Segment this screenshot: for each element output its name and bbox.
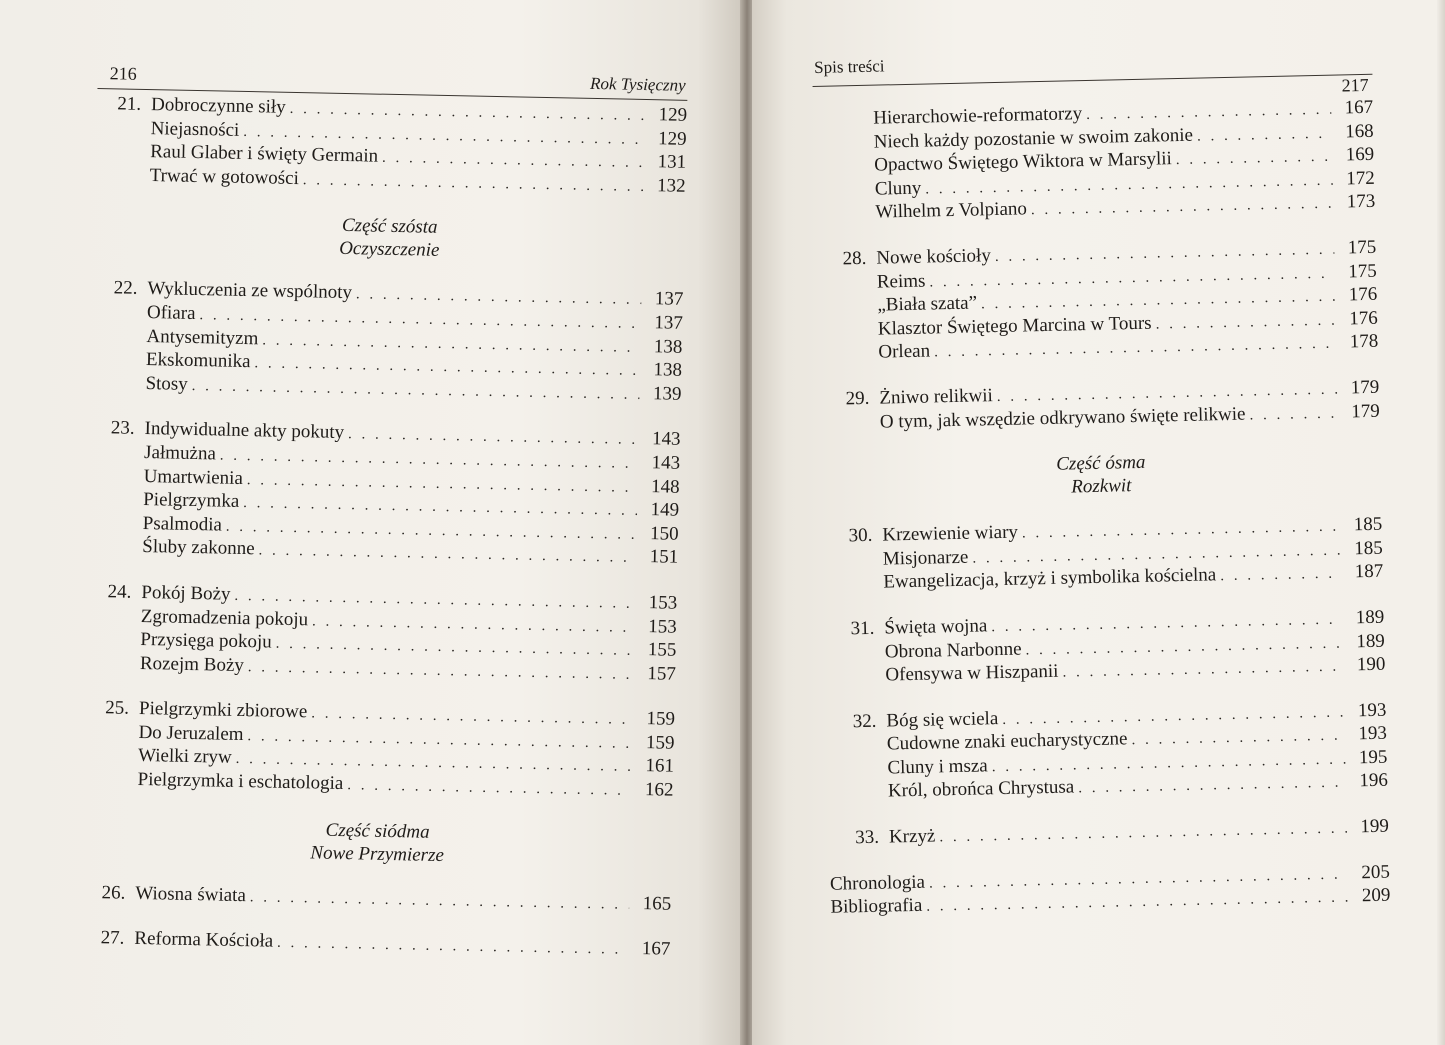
chapter-number: [92, 341, 146, 342]
page-ref: 153: [648, 592, 678, 614]
entry-title: Ofensywa w Hiszpanii: [885, 660, 1059, 686]
entry-title: Król, obrońca Chrystusa: [887, 776, 1075, 802]
page-ref: 157: [647, 662, 677, 685]
entry-title: Umartwienia: [143, 465, 244, 489]
page-ref: 169: [1345, 143, 1375, 166]
page-ref: 151: [649, 546, 679, 569]
page-ref: 148: [650, 475, 680, 498]
entry-title: Krzewienie wiary: [882, 521, 1019, 546]
chapter-number: [91, 388, 145, 389]
chapter-number: 24.: [107, 581, 132, 603]
entry-title: Wiosna świata: [135, 882, 247, 906]
page-ref: 168: [1344, 120, 1374, 142]
chapter-number: 26.: [101, 881, 126, 904]
page-number: 217: [1341, 74, 1369, 96]
entry-title: Misjonarze: [882, 546, 969, 570]
page-ref: 173: [1346, 191, 1376, 213]
chapter-number: [87, 620, 141, 621]
entry-title: „Biała szata”: [877, 292, 978, 316]
page-ref: 150: [649, 522, 679, 545]
page-ref: 162: [644, 779, 674, 801]
page-ref: 185: [1354, 537, 1384, 560]
entry-title: Klasztor Świętego Marcina w Tours: [877, 312, 1152, 340]
entry-title: Dobroczynne siły: [150, 94, 286, 118]
page-ref: 129: [658, 104, 688, 126]
chapter-number: 33.: [854, 826, 880, 849]
chapter-number: 29.: [845, 387, 870, 410]
entry-title: Zgromadzenia pokoju: [140, 605, 309, 630]
page-ref: 179: [1350, 376, 1380, 399]
chapter-number: 25.: [105, 697, 130, 720]
page-ref: 155: [647, 639, 677, 661]
page-ref: 132: [656, 175, 686, 197]
chapter-number: 28.: [842, 247, 867, 270]
page-ref: 176: [1348, 283, 1378, 306]
page-ref: 189: [1355, 606, 1385, 629]
entry-title: Wykluczenia ze wspólnoty: [147, 278, 353, 304]
page-ref: 138: [653, 335, 683, 358]
chapter-number: [97, 133, 151, 134]
page-ref: 205: [1361, 861, 1391, 883]
chapter-number: [818, 334, 878, 335]
entry-title: Wielki zryw: [137, 745, 232, 769]
chapter-number: [814, 147, 874, 148]
chapter-number: [90, 480, 144, 481]
chapter-number: [819, 358, 879, 359]
chapter-number: [89, 504, 143, 505]
running-title: Spis treści: [813, 56, 885, 77]
entry-title: Bibliografia: [830, 895, 923, 919]
chapter-number: 31.: [850, 617, 875, 640]
entry-title: Pielgrzymki zbiorowe: [138, 698, 308, 723]
entry-title: Ekskomunika: [145, 349, 251, 373]
chapter-number: [93, 317, 147, 318]
entry-title: Raul Glaber i święty Germain: [149, 141, 379, 167]
chapter-number: [817, 287, 877, 288]
entry-title: Żniwo relikwii: [879, 385, 994, 409]
page-number: 216: [109, 63, 137, 84]
chapter-number: [824, 588, 884, 589]
chapter-number: [828, 797, 888, 798]
entry-title: Jałmużna: [143, 441, 217, 465]
page-ref: 131: [657, 151, 687, 174]
dot-leader: [1155, 309, 1336, 336]
entry-title: Trwać w gotowości: [149, 164, 300, 189]
entry-title: Reforma Kościoła: [134, 928, 274, 952]
chapter-number: [96, 180, 150, 181]
entry-title: Rozejm Boży: [139, 652, 245, 676]
page-ref: 149: [650, 499, 680, 521]
entry-title: Chronologia: [829, 871, 926, 895]
entry-title: Cluny: [874, 177, 922, 200]
entry-title: Niejasności: [150, 117, 240, 141]
entry-title: Ofiara: [146, 302, 196, 324]
page-ref: 179: [1351, 400, 1381, 422]
page-ref: 172: [1345, 167, 1375, 190]
chapter-number: 23.: [110, 417, 135, 440]
chapter-number: [90, 457, 144, 458]
entry-title: Pielgrzymka: [143, 489, 240, 513]
page-ref: 176: [1349, 307, 1378, 330]
chapter-number: 22.: [113, 277, 138, 300]
page-ref: 175: [1348, 260, 1377, 282]
chapter-number: [813, 124, 873, 125]
page-ref: 153: [648, 615, 677, 638]
entry-title: Śluby zakonne: [142, 536, 255, 560]
entry-title: Orlean: [878, 340, 931, 363]
page-ref: 137: [654, 312, 684, 334]
entry-title: Cudowne znaki eucharystyczne: [886, 728, 1128, 755]
part-title: Część siódma: [325, 819, 430, 843]
chapter-number: [84, 760, 138, 761]
part-subtitle: Oczyszczenie: [338, 238, 440, 262]
page-ref: 137: [654, 288, 684, 311]
page-ref: 189: [1356, 630, 1386, 652]
page-ref: 190: [1356, 653, 1386, 676]
entry-title: Hierarchowie-reformatorzy: [873, 103, 1083, 129]
entry-title: Krzyż: [888, 825, 936, 848]
page-ref: 159: [646, 708, 676, 730]
chapter-number: [89, 528, 143, 529]
entry-title: Psalmodia: [142, 512, 223, 536]
chapter-number: 32.: [852, 710, 877, 732]
chapter-number: [84, 737, 138, 738]
dot-leader: [1197, 122, 1332, 148]
entry-title: Stosy: [145, 372, 189, 395]
entry-title: Cluny i msza: [887, 755, 988, 779]
chapter-number: [814, 171, 874, 172]
chapter-number: 21.: [117, 93, 142, 115]
page-ref: 199: [1360, 815, 1390, 838]
page-ref: 193: [1357, 699, 1387, 721]
page-ref: 196: [1359, 770, 1389, 792]
dot-leader: [1176, 146, 1333, 172]
page-ref: 167: [1344, 96, 1374, 119]
page-ref: 175: [1347, 236, 1377, 259]
chapter-number: [86, 668, 140, 669]
toc-list: [80, 93, 687, 963]
entry-title: Wilhelm z Volpiano: [875, 198, 1028, 224]
page-ref: 187: [1354, 560, 1384, 583]
chapter-number: 30.: [848, 524, 873, 547]
running-title: Rok Tysięczny: [589, 73, 686, 95]
entry-title: Bóg się wciela: [886, 707, 999, 732]
chapter-number: 27.: [100, 927, 125, 949]
dot-leader: [1249, 402, 1338, 427]
entry-title: Opactwo Świętego Wiktora w Marsylii: [874, 148, 1173, 176]
entry-title: Do Jeruzalem: [138, 721, 244, 745]
part-title: Część szósta: [341, 215, 438, 239]
toc-list: [813, 97, 1391, 921]
dot-leader: [1220, 563, 1342, 588]
entry-title: O tym, jak wszędzie odkrywano święte relikwie: [879, 403, 1246, 433]
page-ref: 161: [645, 755, 675, 778]
chapter-number: [96, 156, 150, 157]
entry-title: Święta wojna: [884, 615, 988, 639]
entry-title: Pokój Boży: [141, 581, 231, 605]
entry-title: Nowe kościoły: [876, 245, 992, 269]
entry-title: Niech każdy pozostanie w swoim zakonie: [873, 124, 1194, 153]
right-page-content: [812, 48, 1391, 921]
chapter-number: [818, 311, 878, 312]
chapter-number: [820, 427, 880, 428]
page-ref: 138: [653, 359, 683, 381]
page-ref: 143: [651, 428, 681, 451]
part-subtitle: Nowe Przymierze: [310, 842, 445, 866]
part-subtitle: Rozkwit: [1071, 475, 1132, 498]
chapter-number: [827, 750, 887, 751]
chapter-number: [84, 784, 138, 785]
chapter-number: [86, 644, 140, 645]
page-edge: [1437, 0, 1445, 1045]
entry-title: Antysemityzm: [146, 325, 259, 349]
entry-title: Reims: [876, 270, 926, 293]
chapter-number: [825, 657, 885, 658]
page-ref: 139: [652, 382, 682, 405]
dot-leader: [1131, 725, 1345, 752]
page-ref: 129: [657, 127, 687, 150]
page-ref: 159: [645, 732, 675, 754]
chapter-number: [815, 194, 875, 195]
chapter-number: [828, 773, 888, 774]
entry-title: Obrona Narbonne: [884, 638, 1022, 663]
chapter-number: [826, 681, 886, 682]
chapter-number: [823, 564, 883, 565]
chapter-number: [88, 551, 142, 552]
page-ref: 165: [642, 892, 672, 915]
entry-title: Przysięga pokoju: [140, 629, 273, 653]
page-ref: 193: [1358, 722, 1388, 745]
page-ref: 167: [641, 938, 671, 960]
part-title: Część ósma: [1056, 451, 1146, 475]
entry-title: Indywidualne akty pokuty: [144, 418, 345, 444]
page-ref: 143: [651, 452, 681, 474]
chapter-number: [92, 364, 146, 365]
entry-title: Pielgrzymka i eschatologia: [137, 769, 344, 795]
page-ref: 178: [1349, 331, 1379, 353]
page-ref: 185: [1353, 513, 1383, 536]
left-page-content: [80, 62, 688, 963]
page-ref: 195: [1358, 746, 1388, 769]
page-ref: 209: [1361, 884, 1391, 907]
chapter-number: [815, 218, 875, 219]
entry-title: Ewangelizacja, krzyż i symbolika kościelna: [883, 564, 1217, 593]
